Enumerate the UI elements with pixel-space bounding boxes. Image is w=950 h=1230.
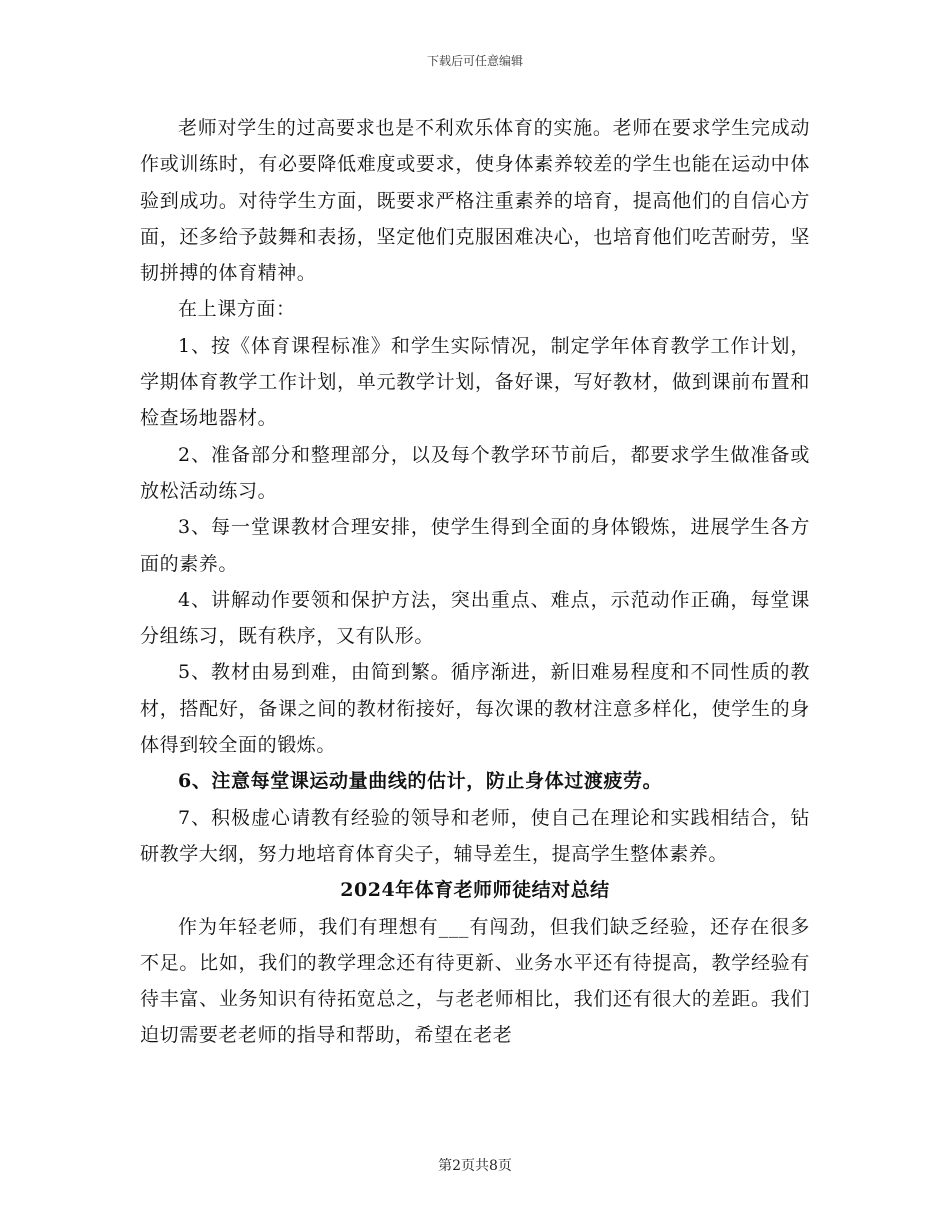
paragraph-class-heading: 在上课方面：	[178, 298, 296, 321]
list-item-1: 1、按《体育课程标准》和学生实际情况，制定学年体育教学工作计划，学期体育教学工作计划，单元教学计划，备好课，写好教材，做到课前布置和检查场地器材。	[140, 334, 810, 430]
page-header: 下载后可任意编辑	[426, 54, 523, 68]
list-item-2: 2、准备部分和整理部分，以及每个教学环节前后，都要求学生做准备或放松活动练习。	[140, 443, 810, 502]
list-item-4: 4、讲解动作要领和保护方法，突出重点、难点，示范动作正确，每堂课分组练习，既有秩序，又有队形。	[140, 588, 810, 648]
list-item-5: 5、教材由易到难，由简到繁。循序渐进，新旧难易程度和不同性质的教材，搭配好，备课之间的教材衔接好，每次课的教材注意多样化，使学生的身体得到较全面的锻炼。	[140, 661, 810, 757]
list-item-3: 3、每一堂课教材合理安排，使学生得到全面的身体锻炼，进展学生各方面的素养。	[140, 516, 810, 575]
section-title: 2024年体育老师师徒结对总结	[340, 879, 610, 902]
paragraph-intro: 老师对学生的过高要求也是不利欢乐体育的实施。老师在要求学生完成动作或训练时，有必要降低难度或要求，使身体素养较差的学生也能在运动中体验到成功。对待学生方面，既要求严格注重素养的培育，提高他们的自信心方面，还多给予鼓舞和表扬，坚定他们克服困难决心，也培育他们吃苦耐劳，坚韧拼搏的体育精神。	[140, 117, 810, 285]
document-body	[140, 110, 810, 1054]
list-item-7: 7、积极虚心请教有经验的领导和老师，使自己在理论和实践相结合，钻研教学大纲，努力地培育体育尖子，辅导差生，提高学生整体素养。	[140, 806, 810, 865]
page-footer: 第2页共8页	[438, 1158, 512, 1174]
list-item-6: 6、注意每堂课运动量曲线的估计，防止身体过渡疲劳。	[178, 770, 663, 793]
section-paragraph: 作为年轻老师，我们有理想有___有闯劲，但我们缺乏经验，还存在很多不足。比如，我们的教学理念还有待更新、业务水平还有待提高，教学经验有待丰富、业务知识有待拓宽总之，与老老师相比，我们还有很大的差距。我们迫切需要老老师的指导和帮助，希望在老老	[140, 915, 810, 1047]
